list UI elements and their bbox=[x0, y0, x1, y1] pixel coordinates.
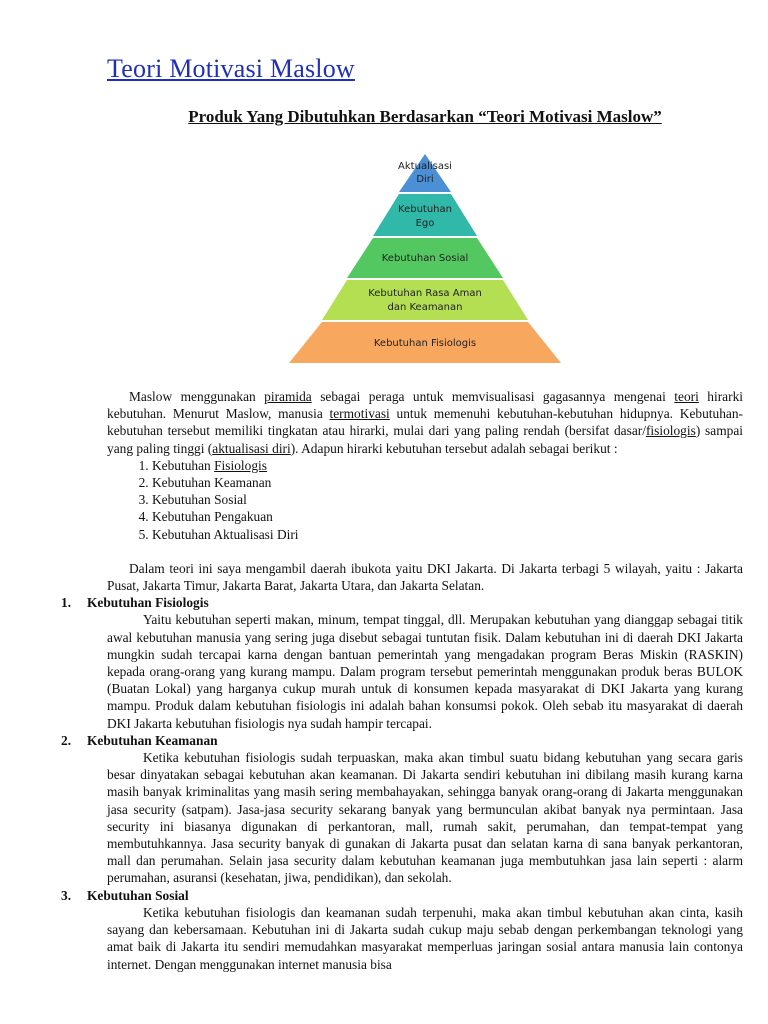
maslow-pyramid-diagram bbox=[285, 152, 565, 367]
link-fisiologis[interactable]: fisiologis bbox=[645, 423, 696, 439]
section-text-3: Ketika kebutuhan fisiologis dan keamanan sudah terpenuhi, maka akan timbul kebutuhan akan cinta, kasih sayang dan kebersamaan. Kebutuhan ini di Jakarta sudah cukup maju sebab dengan perkembangan teknologi yang amat baik di Jakarta itu sendiri memudahkan masyarakat memperluas jaringan sosial antara manusia lain contonya internet. Dengan menggunakan internet manusia bisa bbox=[107, 904, 743, 972]
pyramid-level-ego bbox=[373, 194, 477, 236]
list-item: 3. Kebutuhan Sosial bbox=[152, 491, 743, 508]
pyramid-label-2a: Kebutuhan bbox=[398, 204, 452, 215]
intro-paragraph: Maslow menggunakan piramida sebagai peraga untuk memvisualisasi gagasannya mengenai teori hirarki kebutuhan. Menurut Maslow, manusia termotivasi untuk memenuhi kebutuhan-kebutuhan hidupnya. Kebutuhan-kebutuhan tersebut memiliki tingkatan atau hirarki, mulai dari yang paling rendah (bersifat dasar/fisiologis) sampai yang paling tinggi (aktualisasi diri). Adapun hirarki kebutuhan tersebut adalah sebagai berikut : bbox=[107, 389, 743, 456]
pyramid-level-aktualisasi bbox=[399, 154, 451, 192]
link-aktualisasi-diri[interactable]: aktualisasi diri bbox=[212, 440, 291, 456]
document-title: Teori Motivasi Maslow bbox=[107, 54, 355, 83]
pyramid-label-4b: dan Keamanan bbox=[387, 302, 463, 313]
section-heading-2: 2. Kebutuhan Keamanan bbox=[61, 732, 218, 748]
pyramid-label-1a: Aktualisasi bbox=[398, 161, 452, 172]
list-item: 4. Kebutuhan Pengakuan bbox=[152, 508, 743, 525]
section-text-2: Ketika kebutuhan fisiologis sudah terpuaskan, maka akan timbul suatu bidang kebutuhan yang secara garis besar dinyatakan sebagai kebutuhan akan keamanan. Di Jakarta sendiri kebutuhan ini dibilang masih kurang karna masih banyak kriminalitas yang masih sering membahayakan, sehingga banyak orang-orang di Jakarta menggunakan jasa security (satpam). Jasa-jasa security sekarang banyak yang bermunculan akibat banyak nya permintaan. Jasa security ini biasanya digunakan di perkantoran, mall, rumah sakit, perumahan, dan tempat-tempat yang membutuhkannya. Jasa security banyak di gunakan di Jakarta pusat dan selatan karna di sana banyak perkantoran, mall dan perumahan. Selain jasa security dalam kebutuhan keamanan juga membutuhkan jasa lain seperti : alarm perumahan, asuransi (kesehatan, jiwa, pendidikan), dan sekolah. bbox=[107, 750, 743, 886]
region-paragraph: Dalam teori ini saya mengambil daerah ibukota yaitu DKI Jakarta. Di Jakarta terbagi 5 wilayah, yaitu : Jakarta Pusat, Jakarta Timur, Jakarta Barat, Jakarta Utara, dan Jakarta Selatan. bbox=[107, 560, 743, 594]
hierarchy-list bbox=[107, 457, 743, 543]
link-teori[interactable]: teori bbox=[674, 389, 699, 404]
section-heading-1: 1. Kebutuhan Fisiologis bbox=[61, 595, 209, 611]
link-termotivasi[interactable]: termotivasi bbox=[329, 406, 390, 422]
document-body bbox=[61, 388, 743, 973]
pyramid-label-3: Kebutuhan Sosial bbox=[381, 253, 469, 264]
section-heading-3: 3. Kebutuhan Sosial bbox=[61, 887, 189, 903]
list-item: 5. Kebutuhan Aktualisasi Diri bbox=[152, 526, 743, 543]
link-fisiologis-list[interactable]: Fisiologis bbox=[214, 457, 267, 473]
pyramid-label-5: Kebutuhan Fisiologis bbox=[373, 338, 477, 349]
pyramid-label-4a: Kebutuhan Rasa Aman bbox=[368, 288, 482, 299]
document-subtitle: Produk Yang Dibutuhkan Berdasarkan “Teori Motivasi Maslow” bbox=[188, 107, 662, 126]
section-text-1: Yaitu kebutuhan seperti makan, minum, tempat tinggal, dll. Merupakan kebutuhan yang dianggap sebagai titik awal kebutuhan manusia yang sering juga disebut sebagai tuntutan fisik. Dalam kebutuhan ini di daerah DKI Jakarta mungkin sudah tercapai karna dengan bantuan pemerintah yang mengadakan program Beras Miskin (RASKIN) kepada orang-orang yang kurang mampu. Dalam program tersebut pemerintah menggunakan produk beras BULOK (Buatan Lokal) yang harganya cukup murah untuk di konsumen kepada masyarakat di DKI Jakarta yang kurang mampu. Produk dalam kebutuhan fisiologis ini adalah bahan konsumsi pokok. Oleh sebab itu masyarakat di daerah DKI Jakarta kebutuhan fisiologis nya sudah hampir tercapai. bbox=[107, 612, 743, 731]
pyramid-label-2b: Ego bbox=[415, 218, 435, 229]
list-item: 2. Kebutuhan Keamanan bbox=[152, 474, 743, 491]
link-piramida[interactable]: piramida bbox=[264, 389, 312, 404]
pyramid-label-1b: Diri bbox=[416, 174, 434, 185]
list-item: 1. Kebutuhan Fisiologis bbox=[152, 457, 743, 474]
pyramid-level-rasa-aman bbox=[322, 280, 528, 320]
